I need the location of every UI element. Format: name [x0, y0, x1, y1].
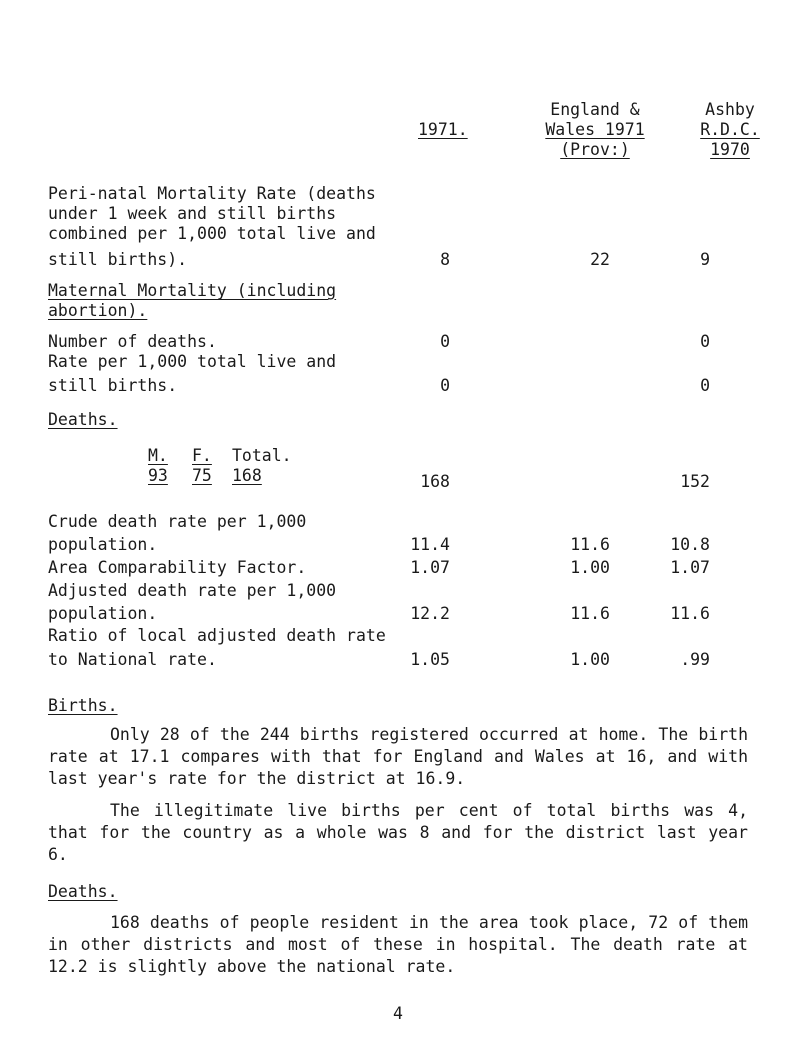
- adjusted-rate-label-line2: population.: [48, 604, 158, 623]
- perinatal-ew-value: 22: [590, 250, 610, 269]
- ratio-ew: 1.00: [570, 650, 610, 669]
- adjusted-rate-ew: 11.6: [570, 604, 610, 623]
- header-ashby-line3: 1970: [710, 140, 750, 159]
- births-title: Births.: [48, 696, 118, 715]
- comparability-ashby: 1.07: [670, 558, 710, 577]
- perinatal-label-line4: still births).: [48, 250, 188, 269]
- maternal-rate-label-line1: Rate per 1,000 total live and: [48, 352, 337, 371]
- header-1971: 1971.: [418, 120, 468, 139]
- deaths-m-value: 93: [148, 466, 168, 485]
- maternal-rate-ashby: 0: [700, 376, 710, 395]
- adjusted-rate-1971: 12.2: [410, 604, 450, 623]
- deaths-table-title: Deaths.: [48, 410, 118, 429]
- maternal-title-line2: abortion).: [48, 301, 148, 320]
- crude-rate-label-line1: Crude death rate per 1,000: [48, 512, 307, 531]
- adjusted-rate-ashby: 11.6: [670, 604, 710, 623]
- header-england-wales-line1: England &: [550, 100, 640, 119]
- maternal-deaths-label: Number of deaths.: [48, 332, 217, 351]
- perinatal-label-line3: combined per 1,000 total live and: [48, 224, 376, 243]
- deaths-total-value: 168: [232, 466, 262, 485]
- ratio-label-line1: Ratio of local adjusted death rate: [48, 626, 386, 645]
- crude-rate-ashby: 10.8: [670, 535, 710, 554]
- crude-rate-1971: 11.4: [410, 535, 450, 554]
- ratio-label-line2: to National rate.: [48, 650, 217, 669]
- perinatal-1971-value: 8: [440, 250, 450, 269]
- header-england-wales-line2: Wales 1971: [545, 120, 645, 139]
- ratio-1971: 1.05: [410, 650, 450, 669]
- header-england-wales-line3: (Prov:): [560, 140, 630, 159]
- comparability-label: Area Comparability Factor.: [48, 558, 307, 577]
- comparability-ew: 1.00: [570, 558, 610, 577]
- comparability-1971: 1.07: [410, 558, 450, 577]
- maternal-rate-label-line2: still births.: [48, 376, 178, 395]
- crude-rate-label-line2: population.: [48, 535, 158, 554]
- ratio-ashby: .99: [680, 650, 710, 669]
- deaths-head-f: F.: [192, 446, 212, 465]
- births-paragraph-1: Only 28 of the 244 births registered occurred at home. The birth rate at 17.1 compares with that for England and Wales at 16, and with last year's rate for the district at 16.9.: [48, 725, 748, 788]
- deaths-1971-value: 168: [420, 472, 450, 491]
- header-ashby-line2: R.D.C.: [700, 120, 760, 139]
- perinatal-label-line1: Peri-natal Mortality Rate (deaths: [48, 184, 376, 203]
- adjusted-rate-label-line1: Adjusted death rate per 1,000: [48, 581, 337, 600]
- perinatal-label-line2: under 1 week and still births: [48, 204, 337, 223]
- perinatal-ashby-value: 9: [700, 250, 710, 269]
- births-paragraph-2: The illegitimate live births per cent of total births was 4, that for the country as a whole was 8 and for the district last year 6.: [48, 801, 748, 864]
- deaths-head-total: Total.: [232, 446, 292, 465]
- deaths-head-m: M.: [148, 446, 168, 465]
- deaths-section-paragraph: 168 deaths of people resident in the area took place, 72 of them in other districts and most of these in hospital. The death rate at 12.2 is slightly above the national rate.: [48, 913, 748, 976]
- deaths-f-value: 75: [192, 466, 212, 485]
- maternal-deaths-ashby: 0: [700, 332, 710, 351]
- page-number: 4: [393, 1004, 403, 1023]
- maternal-deaths-1971: 0: [440, 332, 450, 351]
- crude-rate-ew: 11.6: [570, 535, 610, 554]
- deaths-ashby-value: 152: [680, 472, 710, 491]
- deaths-section-title: Deaths.: [48, 882, 118, 901]
- maternal-title-line1: Maternal Mortality (including: [48, 281, 337, 300]
- maternal-rate-1971: 0: [440, 376, 450, 395]
- header-ashby-line1: Ashby: [705, 100, 755, 119]
